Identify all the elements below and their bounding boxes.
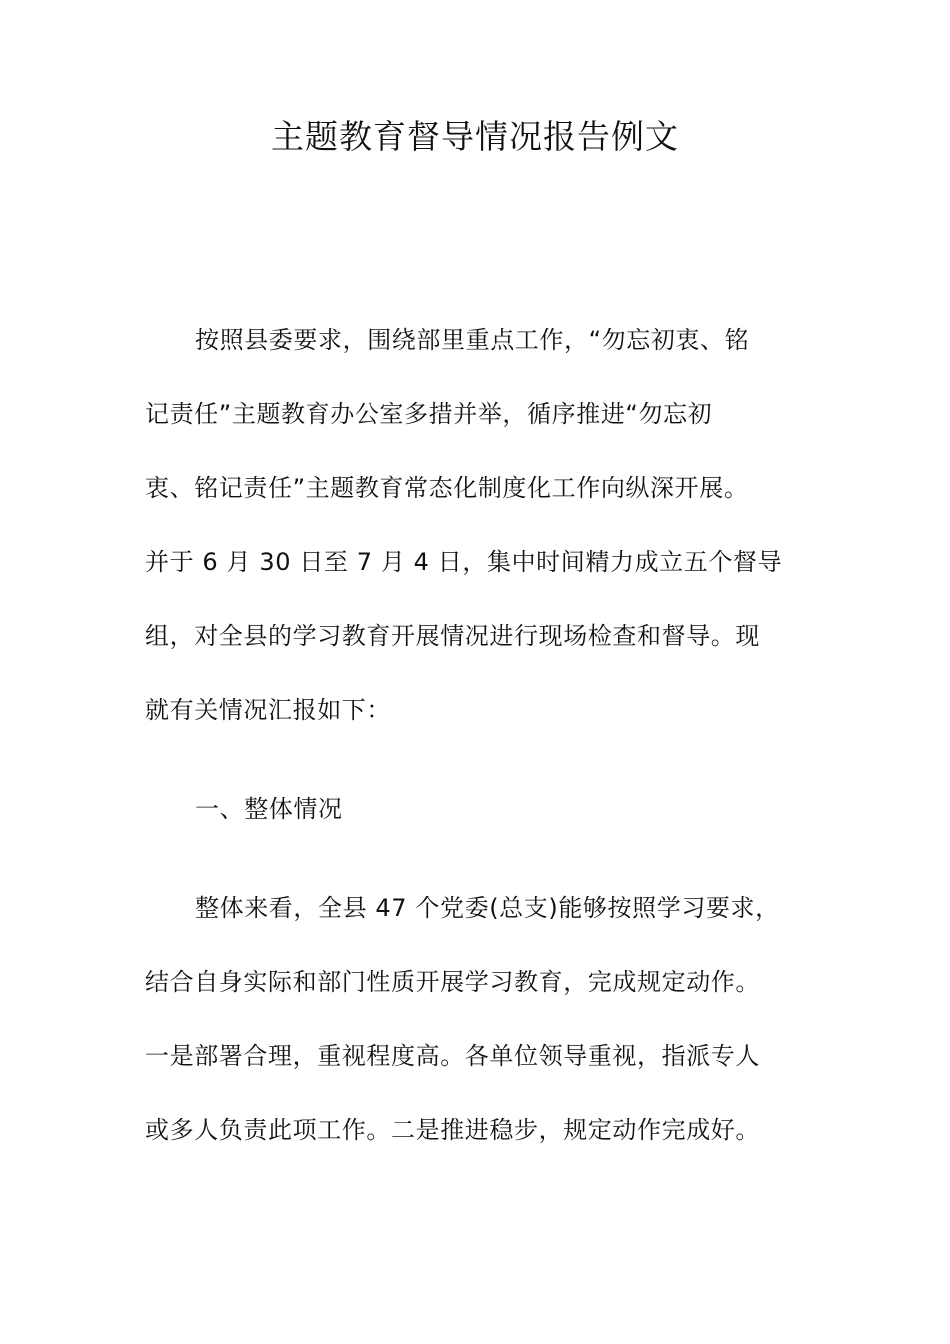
- paragraph-line: 就有关情况汇报如下：: [145, 696, 391, 724]
- paragraph-line: 并于 6 月 30 日至 7 月 4 日，集中时间精力成立五个督导: [145, 548, 783, 576]
- paragraph-line: 或多人负责此项工作。二是推进稳步，规定动作完成好。: [145, 1116, 760, 1144]
- paragraph-line: 组，对全县的学习教育开展情况进行现场检查和督导。现: [145, 622, 760, 650]
- paragraph-line: 整体来看，全县 47 个党委(总支)能够按照学习要求，: [195, 894, 780, 922]
- intro-paragraph: [145, 303, 785, 747]
- paragraph-line: 结合自身实际和部门性质开展学习教育，完成规定动作。: [145, 968, 760, 996]
- document-title: 主题教育督导情况报告例文: [271, 117, 679, 156]
- section-heading: [145, 772, 785, 846]
- paragraph-line: 一是部署合理，重视程度高。各单位领导重视，指派专人: [145, 1042, 760, 1070]
- paragraph-line: 按照县委要求，围绕部里重点工作，“勿忘初衷、铭: [195, 326, 750, 354]
- paragraph-line: 记责任”主题教育办公室多措并举，循序推进“勿忘初: [145, 400, 713, 428]
- section-paragraph: [145, 871, 785, 1167]
- section-heading-text: 一、整体情况: [195, 795, 343, 823]
- paragraph-line: 衷、铭记责任”主题教育常态化制度化工作向纵深开展。: [145, 474, 749, 502]
